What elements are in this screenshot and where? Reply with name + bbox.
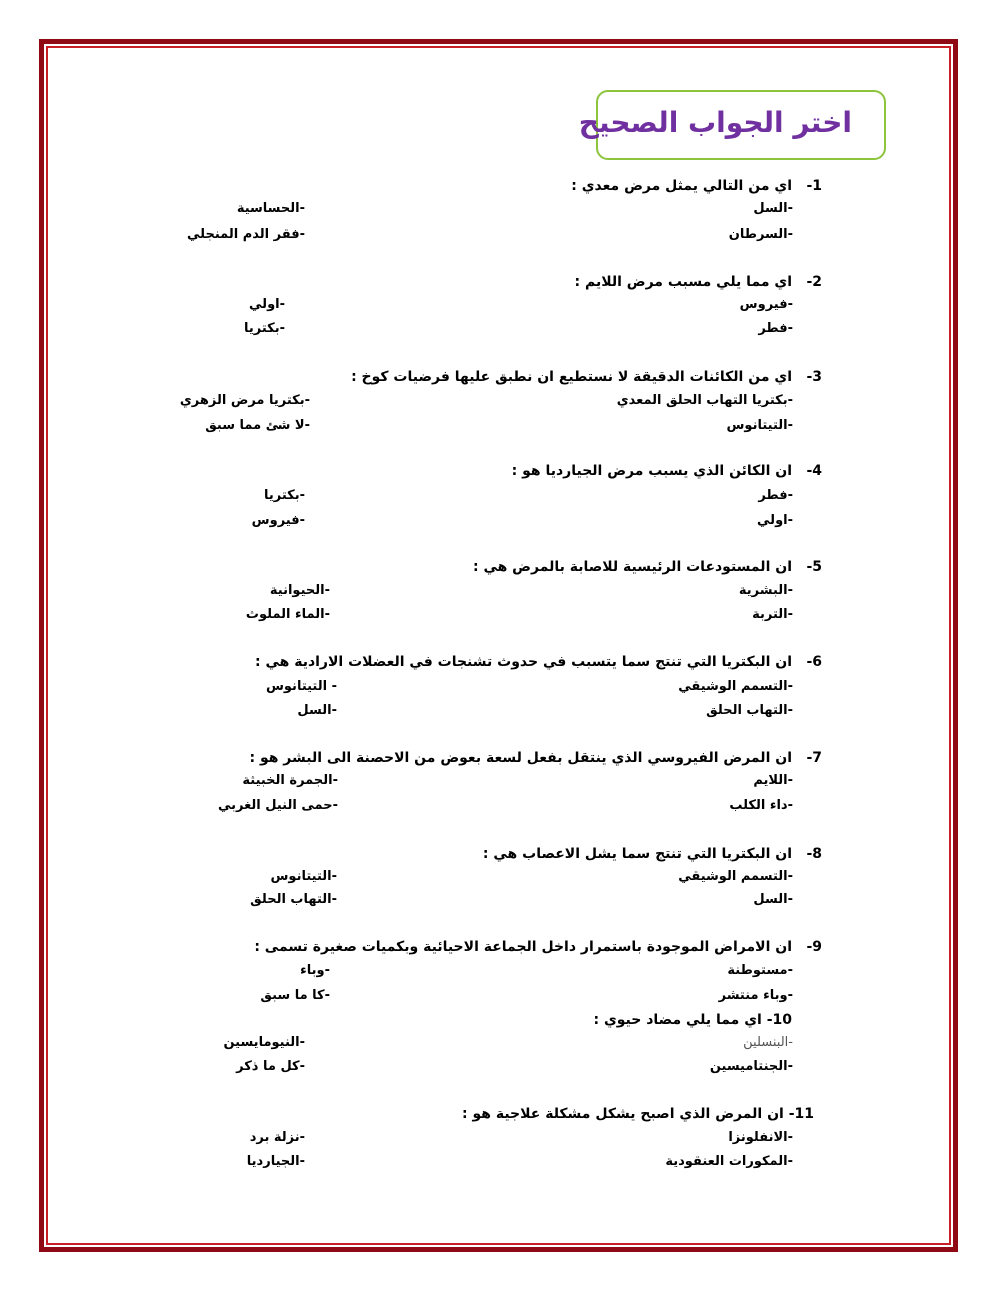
option-b[interactable]: -النيومايسين	[223, 1035, 305, 1050]
option-d[interactable]: -فيروس	[251, 513, 305, 528]
option-c[interactable]: -التهاب الحلق	[706, 703, 793, 718]
option-d[interactable]: -كل ما ذكر	[236, 1059, 305, 1074]
question-text: ان البكتريا التي تنتج سما يشل الاعصاب هي :	[482, 846, 792, 862]
question-number: -8	[806, 846, 822, 862]
question-text: 11- ان المرض الذي اصبح يشكل مشكلة علاجية هو :	[462, 1106, 814, 1122]
option-a[interactable]: -اللايم	[753, 773, 793, 788]
option-d[interactable]: -الماء الملوث	[245, 607, 330, 622]
option-c[interactable]: -المكورات العنقودية	[665, 1154, 793, 1169]
option-c[interactable]: -التربة	[752, 607, 793, 622]
question-text: ان الكائن الذي يسبب مرض الجياردیا هو :	[511, 463, 792, 479]
option-c[interactable]: -فطر	[758, 321, 793, 336]
question-text: ان المرض الفيروسي الذي ينتقل بفعل لسعة بعوض من الاحصنة الى البشر هو :	[249, 750, 792, 766]
option-c[interactable]: -السرطان	[728, 227, 793, 242]
option-d[interactable]: -بكتريا	[244, 321, 285, 336]
question-text: اي مما يلي مسبب مرض اللايم :	[574, 274, 792, 290]
option-a[interactable]: -بكتريا التهاب الحلق المعدي	[616, 393, 793, 408]
option-c[interactable]: -التيتانوس	[726, 418, 793, 433]
question-text: ان المستودعات الرئيسية للاصابة بالمرض هي :	[472, 559, 792, 575]
option-b[interactable]: - التيتانوس	[265, 679, 337, 694]
option-b[interactable]: -الحيوانية	[269, 583, 330, 598]
option-d[interactable]: -التهاب الحلق	[250, 892, 337, 907]
option-a[interactable]: -البنسلين	[743, 1035, 793, 1050]
option-b[interactable]: -بكتريا مرض الزهري	[179, 393, 310, 408]
option-d[interactable]: -كا ما سبق	[260, 988, 330, 1003]
question-number: -4	[806, 463, 822, 479]
option-d[interactable]: -فقر الدم المنجلي	[187, 227, 305, 242]
option-a[interactable]: -الانفلونزا	[728, 1130, 793, 1145]
option-d[interactable]: -السل	[297, 703, 337, 718]
option-a[interactable]: -التسمم الوشيقي	[678, 869, 793, 884]
title-box	[578, 90, 886, 160]
question-number: -3	[806, 369, 822, 385]
option-a[interactable]: -البشرية	[738, 583, 793, 598]
option-c[interactable]: -داء الكلب	[729, 798, 793, 813]
question-number: -1	[806, 178, 822, 194]
option-c[interactable]: -الجنتاميسين	[709, 1059, 793, 1074]
option-a[interactable]: -فطر	[758, 488, 793, 503]
option-b[interactable]: -التيتانوس	[270, 869, 337, 884]
page-title: اختر الجواب الصحيح	[578, 106, 852, 139]
option-b[interactable]: -الحساسية	[236, 201, 305, 216]
option-b[interactable]: -نزلة برد	[249, 1130, 305, 1145]
page-border	[39, 39, 958, 1252]
question-number: -9	[806, 939, 822, 955]
question-number: -2	[806, 274, 822, 290]
option-c[interactable]: -اولي	[757, 513, 793, 528]
option-b[interactable]: -اولي	[249, 297, 285, 312]
question-text: 10- اي مما يلي مضاد حيوي :	[593, 1012, 792, 1028]
question-text: اي من التالي يمثل مرض معدي :	[571, 178, 792, 194]
question-text: ان البكتريا التي تنتج سما يتسبب في حدوث تشنجات في العضلات الارادية هي :	[254, 654, 792, 670]
option-a[interactable]: -التسمم الوشيقي	[678, 679, 793, 694]
option-d[interactable]: -لا شئ مما سبق	[205, 418, 310, 433]
question-text: اي من الكائنات الدقيقة لا نستطيع ان نطبق عليها فرضيات كوخ :	[351, 369, 792, 385]
option-a[interactable]: -مستوطنة	[727, 963, 793, 978]
option-c[interactable]: -السل	[753, 892, 793, 907]
question-number: -6	[806, 654, 822, 670]
option-d[interactable]: -الجياردیا	[246, 1154, 305, 1169]
option-a[interactable]: -فيروس	[739, 297, 793, 312]
option-a[interactable]: -السل	[753, 201, 793, 216]
option-b[interactable]: -وباء	[300, 963, 330, 978]
question-number: -7	[806, 750, 822, 766]
question-text: ان الامراض الموجودة باستمرار داخل الجماعة الاحيائية وبكميات صغيرة تسمى :	[254, 939, 792, 955]
option-b[interactable]: -بكتريا	[264, 488, 305, 503]
option-b[interactable]: -الجمرة الخبيثة	[242, 773, 338, 788]
option-d[interactable]: -حمى النيل الغربي	[217, 798, 338, 813]
question-number: -5	[806, 559, 822, 575]
option-c[interactable]: -وباء منتشر	[718, 988, 793, 1003]
